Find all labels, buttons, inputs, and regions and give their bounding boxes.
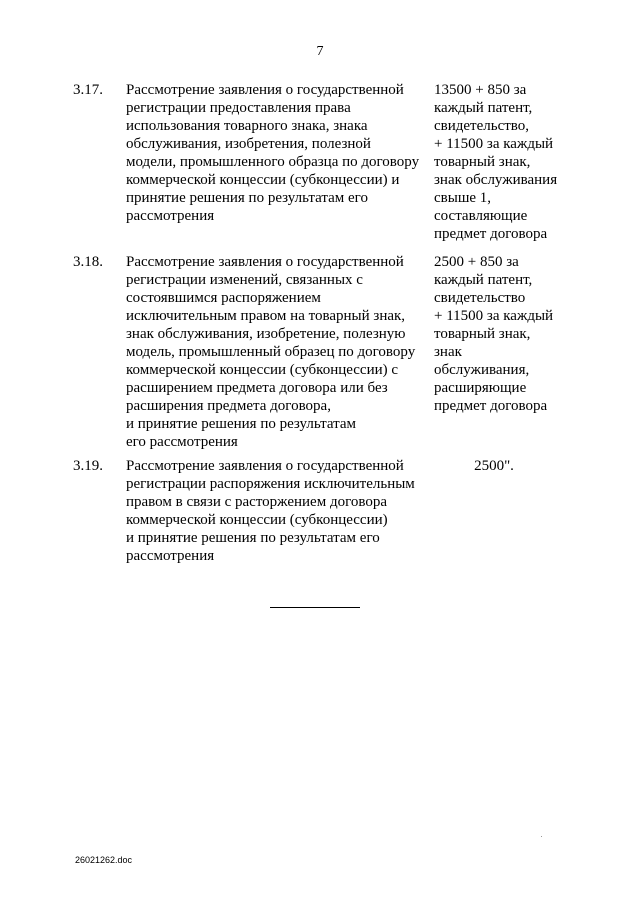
entry-description: Рассмотрение заявления о государственной регистрации изменений, связанных с состоявшимся распоряжением исключительным правом на товарный знак, знак обслуживания, изобретение, полезную модель, промышленный образец по договору коммерческой концессии (субконцессии) с расширением предмета договора или без расширения предмета договора, и принятие решения по результатам его рассмотрения xyxy=(126,254,416,450)
end-divider xyxy=(270,607,360,608)
footer-filename: 26021262.doc xyxy=(75,855,133,865)
entry-fee: 2500". xyxy=(474,458,514,474)
entry-number: 3.17. xyxy=(73,82,103,98)
entry-number: 3.18. xyxy=(73,254,103,270)
page-number: 7 xyxy=(316,44,324,59)
entry-fee: 2500 + 850 за каждый патент, свидетельство + 11500 за каждый товарный знак, знак обслуживания, расширяющие предмет договора xyxy=(434,254,554,414)
entry-description: Рассмотрение заявления о государственной регистрации распоряжения исключительным правом в связи с расторжением договора коммерческой концессии (субконцессии) и принятие решения по результатам его рассмотрения xyxy=(126,458,415,564)
entry-fee: 13500 + 850 за каждый патент, свидетельство, + 11500 за каждый товарный знак, знак обслуживания свыше 1, составляющие предмет договора xyxy=(434,82,558,242)
scan-speck xyxy=(541,836,542,837)
entry-description: Рассмотрение заявления о государственной регистрации предоставления права использования товарного знака, знака обслуживания, изобретения, полезной модели, промышленного образца по договору коммерческой концессии (субконцессии) и принятие решения по результатам его рассмотрения xyxy=(126,82,420,224)
entry-number: 3.19. xyxy=(73,458,103,474)
